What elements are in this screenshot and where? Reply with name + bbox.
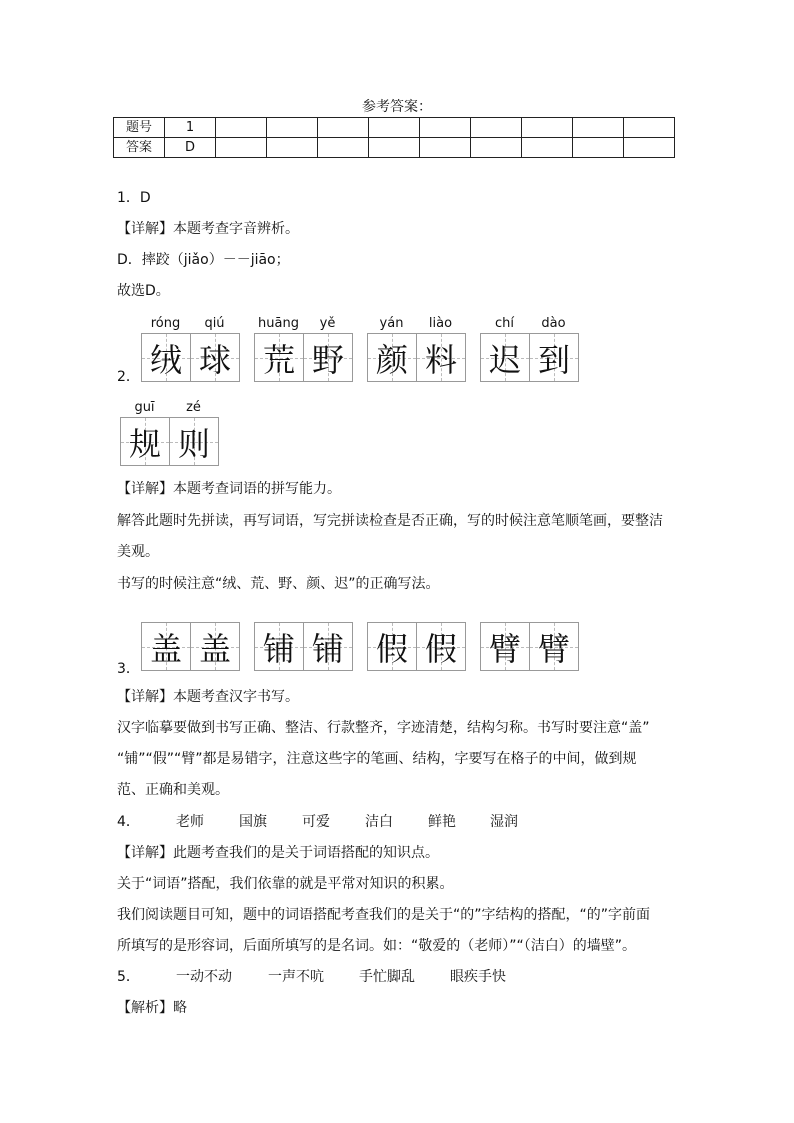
table-cell: [522, 138, 573, 158]
pinyin-label: yě: [319, 316, 336, 331]
grid-cell: [481, 623, 529, 670]
table-cell: [420, 138, 471, 158]
q1-answer: 1．D: [117, 190, 151, 206]
grid-cell: [416, 623, 465, 670]
grid-cell: [368, 334, 416, 381]
hanzi: 规: [128, 424, 161, 463]
pinyin-label: huāng: [258, 316, 299, 331]
q4-paragraph: 我们阅读题目可知，题中的词语搭配考查我们的是关于“的”字结构的搭配，“的”字前面: [117, 907, 651, 923]
grid-cell: [255, 623, 303, 670]
pinyin-label: dào: [541, 316, 566, 331]
hanzi: 假: [375, 629, 408, 668]
q4-paragraph: 关于“词语”搭配，我们依靠的就是平常对知识的积累。: [117, 876, 454, 892]
grid-cell: [169, 418, 218, 465]
table-cell: [369, 138, 420, 158]
writing-grid: [367, 622, 466, 671]
hanzi: 盖: [149, 629, 182, 668]
q2-number: 2．: [117, 369, 140, 385]
hanzi: 盖: [198, 629, 231, 668]
table-cell: 题号: [114, 118, 165, 138]
answer-word: 老师: [176, 814, 204, 830]
table-cell: [267, 138, 318, 158]
table-cell: [573, 118, 624, 138]
q3-paragraph: 范、正确和美观。: [117, 782, 229, 798]
page-title: 参考答案：: [362, 99, 432, 115]
hanzi: 铺: [311, 629, 344, 668]
hanzi: 臂: [488, 629, 521, 668]
writing-grid: [367, 333, 466, 382]
hanzi: 料: [424, 340, 457, 379]
writing-grid: [254, 622, 353, 671]
writing-grid: [480, 622, 579, 671]
table-cell: [471, 118, 522, 138]
q3-number: 3．: [117, 661, 140, 677]
table-cell: [522, 118, 573, 138]
table-cell: [318, 138, 369, 158]
q5-detail: 【解析】略: [117, 1000, 187, 1016]
table-cell: 答案: [114, 138, 165, 158]
q1-detail: 【详解】本题考查字音辨析。: [117, 221, 299, 237]
q2-paragraph: 书写的时候注意“绒、荒、野、颜、迟”的正确写法。: [117, 576, 440, 592]
answer-word: 一动不动: [176, 969, 232, 985]
answer-word: 国旗: [239, 814, 267, 830]
grid-cell: [190, 334, 239, 381]
table-cell: [216, 118, 267, 138]
grid-cell: [190, 623, 239, 670]
q2-paragraph: 解答此题时先拼读，再写词语，写完拼读检查是否正确，写的时候注意笔顺笔画，要整洁: [117, 513, 663, 529]
writing-grid: [120, 417, 219, 466]
table-cell: [216, 138, 267, 158]
hanzi: 颜: [375, 340, 408, 379]
table-cell: [318, 118, 369, 138]
hanzi: 球: [198, 340, 231, 379]
answer-word: 眼疾手快: [450, 969, 506, 985]
table-cell: [267, 118, 318, 138]
answer-word: 鲜艳: [428, 814, 456, 830]
table-cell: D: [165, 138, 216, 158]
table-row: [114, 118, 675, 138]
answer-word: 湿润: [490, 814, 518, 830]
q5-number: 5．: [117, 969, 140, 985]
table-cell: [369, 118, 420, 138]
writing-grid: [254, 333, 353, 382]
pinyin-label: guī: [134, 400, 155, 415]
q4-paragraph: 所填写的是形容词，后面所填写的是名词。如：“敬爱的（老师）”“（洁白）的墙壁”。: [117, 938, 637, 954]
q4-detail: 【详解】此题考查我们的是关于词语搭配的知识点。: [117, 845, 439, 861]
answer-word: 可爱: [302, 814, 330, 830]
hanzi: 到: [537, 340, 570, 379]
grid-cell: [255, 334, 303, 381]
hanzi: 臂: [537, 629, 570, 668]
table-cell: [420, 118, 471, 138]
q3-paragraph: “铺”“假”“臂”都是易错字，注意这些字的笔画、结构，字要写在格子的中间，做到规: [117, 751, 637, 767]
q1-conclusion: 故选D。: [117, 283, 170, 299]
hanzi: 野: [311, 340, 344, 379]
table-row: [114, 138, 675, 158]
pinyin-label: chí: [495, 316, 514, 331]
grid-cell: [303, 623, 352, 670]
pinyin-label: zé: [186, 400, 201, 415]
grid-cell: [529, 623, 578, 670]
grid-cell: [142, 623, 190, 670]
q3-detail: 【详解】本题考查汉字书写。: [117, 689, 299, 705]
table-cell: [624, 118, 675, 138]
pinyin-label: qiú: [204, 316, 225, 331]
hanzi: 绒: [149, 340, 182, 379]
table-cell: [624, 138, 675, 158]
table-cell: [471, 138, 522, 158]
grid-cell: [529, 334, 578, 381]
hanzi: 则: [177, 424, 210, 463]
table-cell: [573, 138, 624, 158]
table-cell: 1: [165, 118, 216, 138]
grid-cell: [142, 334, 190, 381]
pinyin-label: liào: [428, 316, 453, 331]
answer-word: 手忙脚乱: [359, 969, 415, 985]
grid-cell: [416, 334, 465, 381]
q2-detail: 【详解】本题考查词语的拼写能力。: [117, 481, 341, 497]
grid-cell: [481, 334, 529, 381]
grid-cell: [303, 334, 352, 381]
hanzi: 假: [424, 629, 457, 668]
q2-paragraph: 美观。: [117, 544, 159, 560]
writing-grid: [141, 333, 240, 382]
grid-cell: [368, 623, 416, 670]
answer-word: 一声不吭: [268, 969, 324, 985]
q1-line: D．摔跤（jiǎo）－－jiāo；: [117, 252, 290, 268]
grid-cell: [121, 418, 169, 465]
hanzi: 铺: [262, 629, 295, 668]
hanzi: 荒: [262, 340, 295, 379]
writing-grid: [141, 622, 240, 671]
pinyin-label: yán: [379, 316, 404, 331]
writing-grid: [480, 333, 579, 382]
q4-number: 4．: [117, 814, 140, 830]
pinyin-label: róng: [150, 316, 181, 331]
answer-word: 洁白: [365, 814, 393, 830]
answer-table: [113, 117, 675, 158]
hanzi: 迟: [488, 340, 521, 379]
q3-paragraph: 汉字临摹要做到书写正确、整洁、行款整齐，字迹清楚，结构匀称。书写时要注意“盖”: [117, 720, 650, 736]
